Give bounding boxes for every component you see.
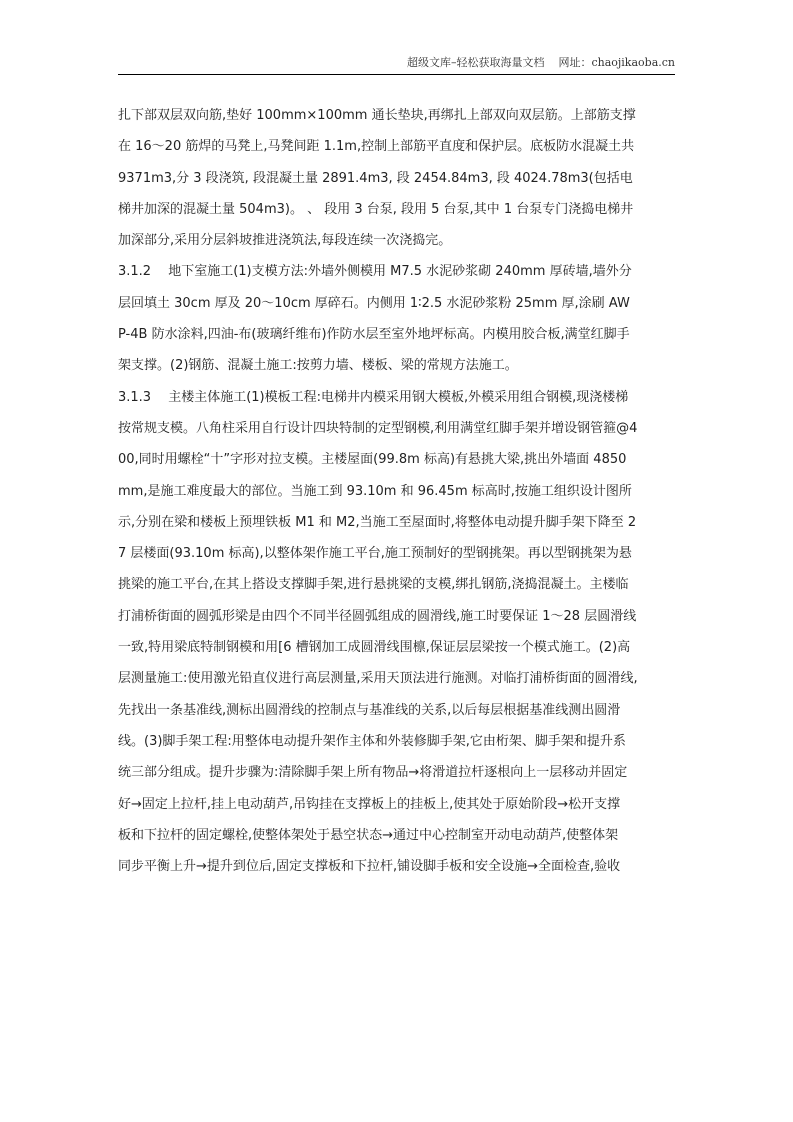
text-line: 00,同时用螺栓“十”字形对拉支模。主楼屋面(99.8m 标高)有悬挑大梁,挑出外墙面 4850	[118, 452, 627, 468]
text-line: 线。(3)脚手架工程:用整体电动提升架作主体和外装修脚手架,它由桁架、脚手架和提升系	[118, 733, 626, 749]
text-line: 挑梁的施工平台,在其上搭设支撑脚手架,进行悬挑梁的支模,绑扎钢筋,浇捣混凝土。主楼临	[118, 577, 629, 593]
text-line: 板和下拉杆的固定螺栓,使整体架处于悬空状态→通过中心控制室开动电动葫芦,使整体架	[118, 827, 619, 843]
text-line: 层测量施工:使用激光铅直仪进行高层测量,采用天顶法进行施测。对临打浦桥街面的圆滑线,	[118, 671, 638, 687]
section-heading-line: 3.1.3 主楼主体施工(1)模板工程:电梯井内模采用钢大模板,外模采用组合钢模,现浇楼梯	[118, 389, 629, 405]
text-line: 统三部分组成。提升步骤为:清除脚手架上所有物品→将滑道拉杆逐根向上一层移动并固定	[118, 765, 628, 781]
text-line: 好→固定上拉杆,挂上电动葫芦,吊钩挂在支撑板上的挂板上,使其处于原始阶段→松开支撑	[118, 796, 621, 812]
text-line: 层回填土 30cm 厚及 20～10cm 厚碎石。内侧用 1∶2.5 水泥砂浆粉 25mm 厚,涂刷 AW	[118, 295, 630, 311]
text-line: 同步平衡上升→提升到位后,固定支撑板和下拉杆,铺设脚手板和安全设施→全面检查,验收	[118, 859, 621, 875]
text-line: 按常规支模。八角柱采用自行设计四块特制的定型钢模,利用满堂红脚手架并增设钢管箍@4	[118, 420, 638, 436]
header-divider	[118, 74, 675, 75]
paragraph-1	[118, 100, 678, 256]
header-url-label: 网址：	[558, 56, 592, 69]
text-line: 9371m3,分 3 段浇筑, 段混凝土量 2891.4m3, 段 2454.84m3, 段 4024.78m3(包括电	[118, 170, 633, 186]
text-line: P-4B 防水涂料,四油-布(玻璃纤维布)作防水层至室外地坪标高。内模用胶合板,满堂红脚手	[118, 327, 630, 343]
text-line: 打浦桥街面的圆弧形梁是由四个不同半径圆弧组成的圆滑线,施工时要保证 1～28 层圆滑线	[118, 608, 637, 624]
page-header	[118, 54, 675, 74]
text-line: 示,分别在梁和楼板上预埋铁板 M1 和 M2,当施工至屋面时,将整体电动提升脚手架下降至 2	[118, 514, 637, 530]
text-line: 梯井加深的混凝土量 504m3)。 、 段用 3 台泵, 段用 5 台泵,其中 1 台泵专门浇捣电梯井	[118, 201, 634, 217]
text-line: 加深部分,采用分层斜坡推进浇筑法,每段连续一次浇捣完。	[118, 233, 452, 249]
document-body	[118, 100, 678, 882]
text-line: mm,是施工难度最大的部位。当施工到 93.10m 和 96.45m 标高时,按施工组织设计图所	[118, 483, 632, 499]
text-line: 架支撑。(2)钢筋、混凝土施工:按剪力墙、楼板、梁的常规方法施工。	[118, 358, 518, 374]
text-line: 在 16～20 筋焊的马凳上,马凳间距 1.1m,控制上部筋平直度和保护层。底板防水混凝土共	[118, 139, 635, 155]
header-url[interactable]: chaojikaoba.cn	[591, 56, 675, 69]
text-line: 7 层楼面(93.10m 标高),以整体架作施工平台,施工预制好的型钢挑架。再以型钢挑架为悬	[118, 546, 632, 562]
section-heading-line: 3.1.2 地下室施工(1)支模方法:外墙外侧模用 M7.5 水泥砂浆砌 240mm 厚砖墙,墙外分	[118, 264, 632, 280]
text-line: 扎下部双层双向筋,垫好 100mm×100mm 通长垫块,再绑扎上部双向双层筋。上部筋支撑	[118, 108, 636, 123]
header-site-name: 超级文库–轻松获取海量文档	[406, 56, 545, 69]
text-line: 一致,特用梁底特制钢模和用[6 槽钢加工成圆滑线围檩,保证层层梁按一个模式施工。(2)高	[118, 640, 631, 656]
text-line: 先找出一条基准线,测标出圆滑线的控制点与基准线的关系,以后每层根据基准线测出圆滑	[118, 702, 621, 718]
paragraph-2	[118, 256, 678, 381]
paragraph-3	[118, 382, 678, 883]
